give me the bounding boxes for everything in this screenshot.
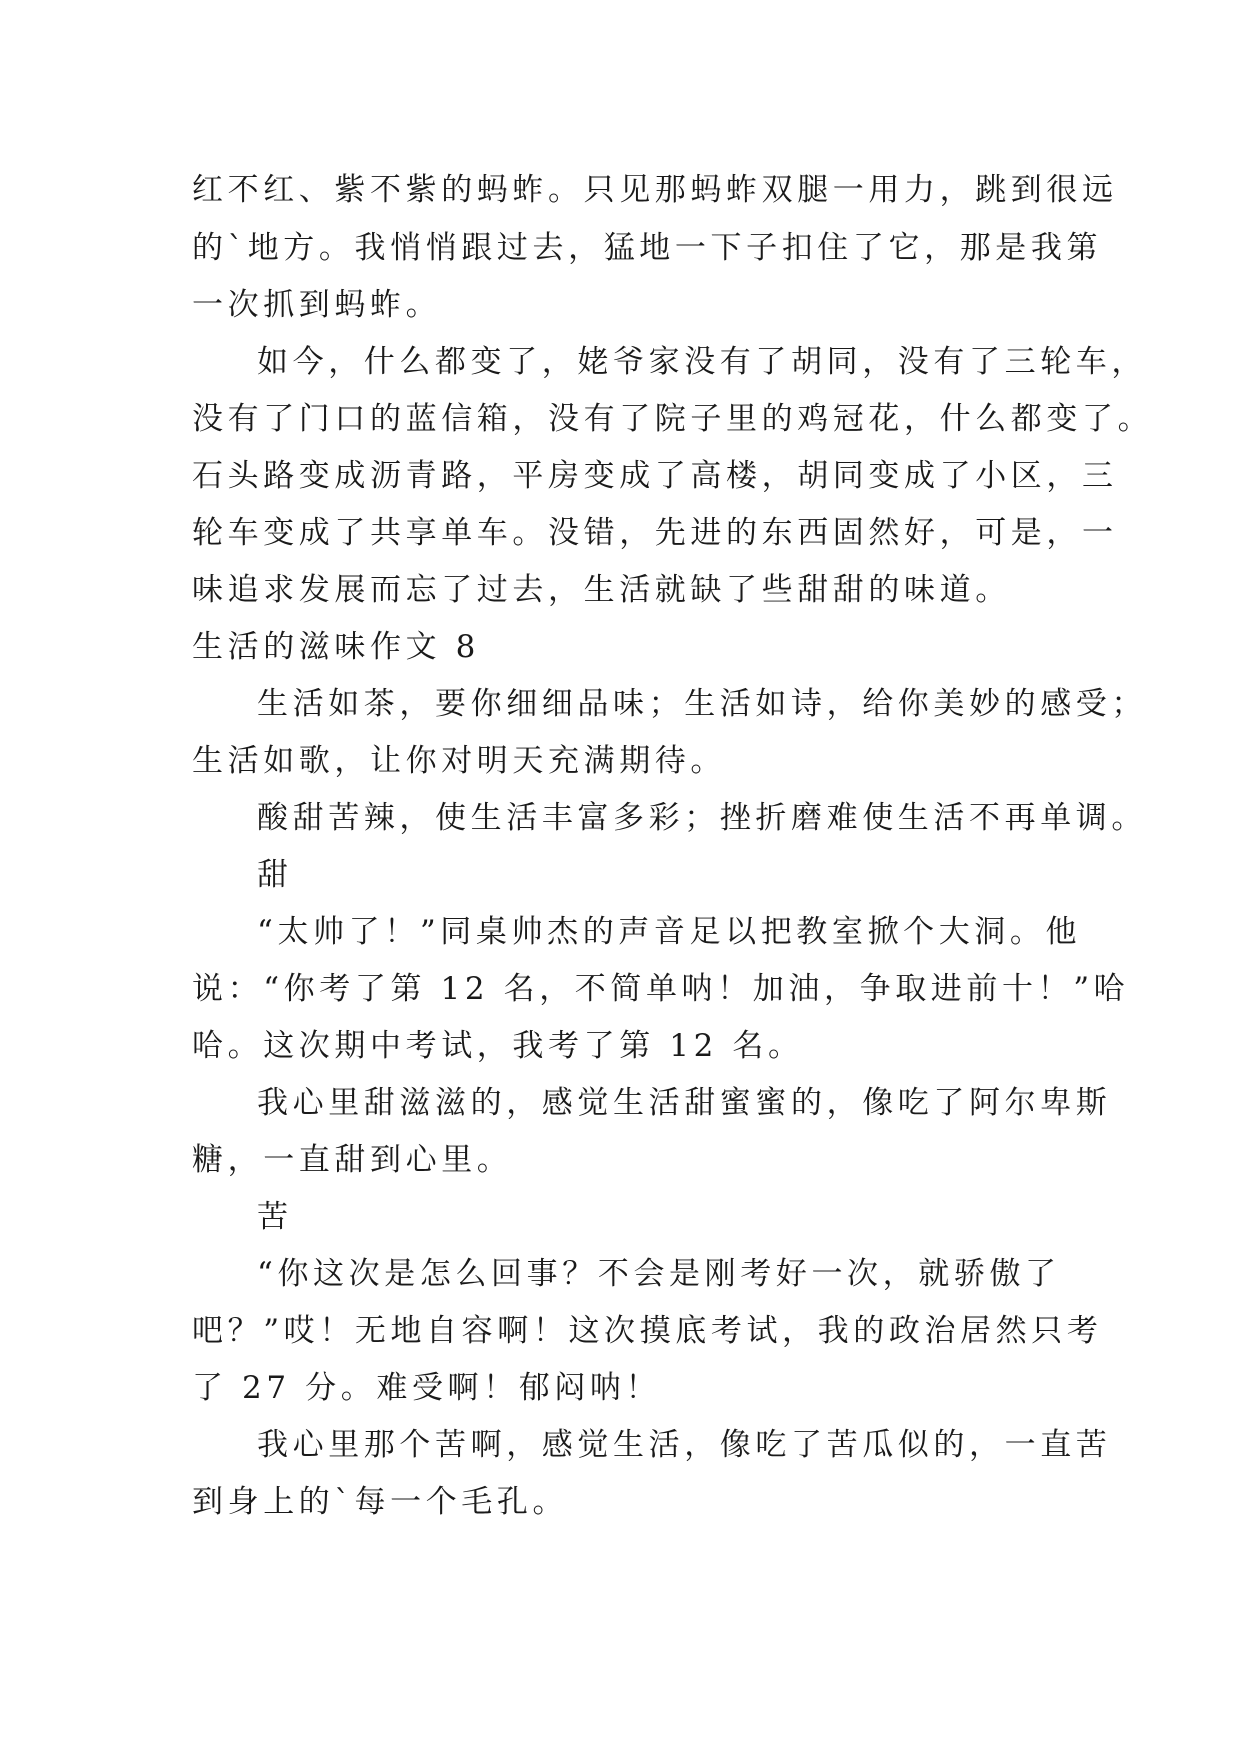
paragraph-line: 酸甜苦辣，使生活丰富多彩；挫折磨难使生活不再单调。 [257,800,1147,836]
paragraph-line: 到身上的`每一个毛孔。 [192,1484,569,1520]
section-title: 生活的滋味作文 8 [192,629,480,665]
paragraph-line: 没有了门口的蓝信箱，没有了院子里的鸡冠花，什么都变了。 [192,401,1154,437]
paragraph-line: 一次抓到蚂蚱。 [192,287,442,323]
subheading-sweet: 甜 [257,857,293,893]
paragraph-line: 我心里甜滋滋的，感觉生活甜蜜蜜的，像吃了阿尔卑斯 [257,1085,1112,1121]
paragraph-line: 红不红、紫不紫的蚂蚱。只见那蚂蚱双腿一用力，跳到很远 [192,172,1118,208]
paragraph-line: 吧？”哎！无地自容啊！这次摸底考试，我的政治居然只考 [192,1313,1103,1349]
paragraph-line: 糖，一直甜到心里。 [192,1142,513,1178]
paragraph-line: 轮车变成了共享单车。没错，先进的东西固然好，可是，一 [192,515,1118,551]
paragraph-line: 如今，什么都变了，姥爷家没有了胡同，没有了三轮车， [257,344,1147,380]
paragraph-line: 石头路变成沥青路，平房变成了高楼，胡同变成了小区，三 [192,458,1118,494]
subheading-bitter: 苦 [257,1199,293,1235]
paragraph-line: 我心里那个苦啊，感觉生活，像吃了苦瓜似的，一直苦 [257,1427,1112,1463]
paragraph-line: “你这次是怎么回事？不会是刚考好一次，就骄傲了 [257,1256,1061,1292]
paragraph-line: 了 27 分。难受啊！郁闷呐！ [192,1370,662,1406]
paragraph-line: 说：“你考了第 12 名，不简单呐！加油，争取进前十！”哈 [192,971,1130,1007]
paragraph-line: 生活如歌，让你对明天充满期待。 [192,743,726,779]
paragraph-line: “太帅了！”同桌帅杰的声音足以把教室掀个大洞。他 [257,914,1082,950]
paragraph-line: 味追求发展而忘了过去，生活就缺了些甜甜的味道。 [192,572,1011,608]
paragraph-line: 哈。这次期中考试，我考了第 12 名。 [192,1028,804,1064]
paragraph-line: 生活如茶，要你细细品味；生活如诗，给你美妙的感受； [257,686,1147,722]
paragraph-line: 的`地方。我悄悄跟过去，猛地一下子扣住了它，那是我第 [192,230,1103,266]
